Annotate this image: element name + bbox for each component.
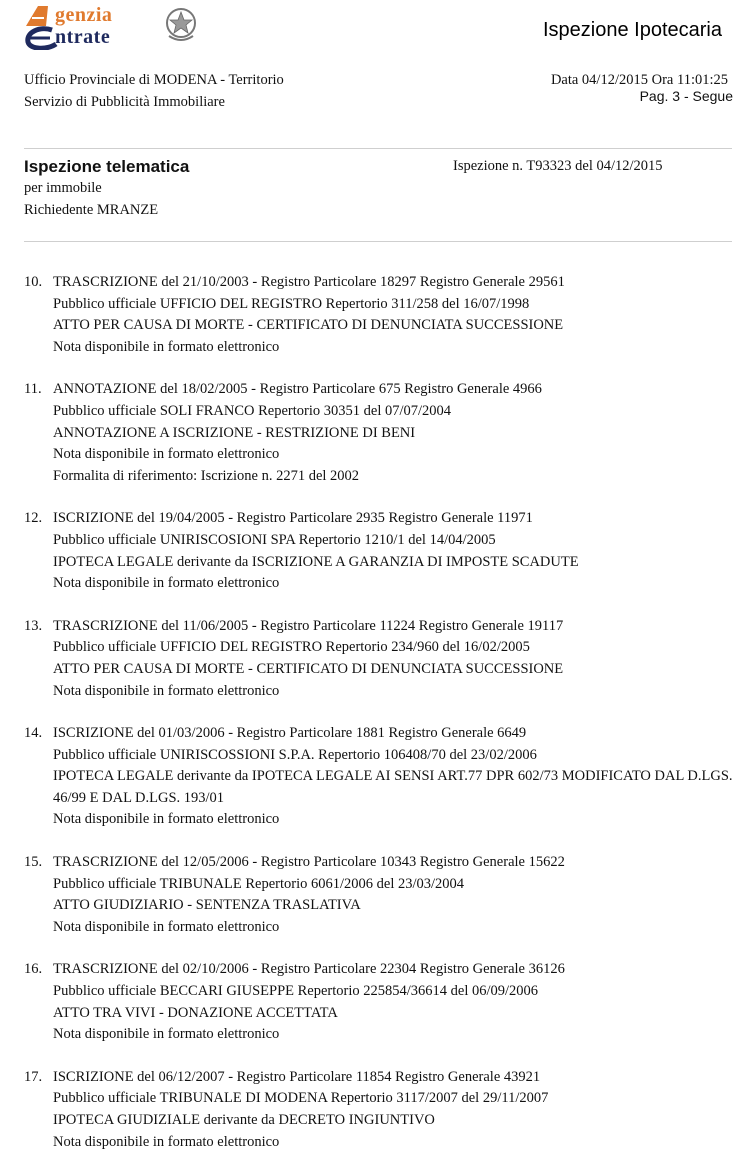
entry-number: 17. — [24, 1068, 43, 1085]
entry-line: Nota disponibile in formato elettronico — [53, 682, 280, 699]
entry-line: TRASCRIZIONE del 11/06/2005 - Registro Particolare 11224 Registro Generale 19117 — [53, 617, 564, 634]
entry-line: ATTO TRA VIVI - DONAZIONE ACCETTATA — [53, 1004, 338, 1021]
entry-number: 13. — [24, 617, 43, 634]
entry-line: Pubblico ufficiale BECCARI GIUSEPPE Repertorio 225854/36614 del 06/09/2006 — [53, 983, 539, 1000]
formality-entry — [24, 379, 736, 487]
formality-entry — [24, 1067, 736, 1153]
entry-line: Pubblico ufficiale UNIRISCOSIONI SPA Repertorio 1210/1 del 14/04/2005 — [53, 531, 496, 548]
entry-number: 10. — [24, 274, 43, 290]
entry-line: TRASCRIZIONE del 21/10/2003 - Registro Particolare 18297 Registro Generale 29561 — [53, 274, 565, 290]
logo-text-bottom: ntrate — [55, 26, 111, 48]
entry-line: Nota disponibile in formato elettronico — [53, 446, 280, 463]
republic-emblem-icon — [164, 6, 198, 44]
entry-line: Nota disponibile in formato elettronico — [53, 811, 280, 828]
formality-entry — [24, 272, 736, 358]
logo-text-top: genzia — [55, 4, 113, 26]
divider — [24, 241, 732, 242]
date-time: Data 04/12/2015 Ora 11:01:25 — [550, 72, 728, 88]
document-title: Ispezione Ipotecaria — [542, 19, 722, 41]
entry-line: Pubblico ufficiale TRIBUNALE Repertorio 6061/2006 del 23/03/2004 — [53, 875, 465, 892]
entry-line: Nota disponibile in formato elettronico — [53, 1133, 280, 1150]
inspection-type: per immobile — [24, 180, 102, 196]
entry-line: Nota disponibile in formato elettronico — [53, 338, 280, 355]
entry-line: ATTO PER CAUSA DI MORTE - CERTIFICATO DI DENUNCIATA SUCCESSIONE — [53, 660, 564, 677]
entry-number: 14. — [24, 725, 43, 742]
entry-line: ISCRIZIONE del 01/03/2006 - Registro Particolare 1881 Registro Generale 6649 — [53, 725, 527, 742]
entry-line: ISCRIZIONE del 06/12/2007 - Registro Particolare 11854 Registro Generale 43921 — [53, 1068, 541, 1085]
page-indicator: Pag. 3 - Segue — [639, 88, 733, 104]
entry-number: 11. — [24, 381, 42, 398]
inspection-title: Ispezione telematica — [24, 157, 190, 176]
entry-number: 12. — [24, 510, 43, 527]
inspection-requester: Richiedente MRANZE — [24, 202, 159, 218]
entry-line: Pubblico ufficiale TRIBUNALE DI MODENA Repertorio 3117/2007 del 29/11/2007 — [53, 1090, 549, 1107]
divider — [24, 148, 732, 149]
entry-line: TRASCRIZIONE del 12/05/2006 - Registro Particolare 10343 Registro Generale 15622 — [53, 854, 565, 871]
entry-line: Nota disponibile in formato elettronico — [53, 575, 280, 592]
formality-entry — [24, 959, 736, 1045]
office-name: Ufficio Provinciale di MODENA - Territorio — [24, 72, 284, 88]
entry-line: ANNOTAZIONE del 18/02/2005 - Registro Particolare 675 Registro Generale 4966 — [53, 381, 542, 398]
entry-number: 16. — [24, 961, 43, 978]
formality-entry — [24, 508, 736, 594]
entry-line: ATTO PER CAUSA DI MORTE - CERTIFICATO DI DENUNCIATA SUCCESSIONE — [53, 317, 564, 334]
entry-line: Pubblico ufficiale SOLI FRANCO Repertorio 30351 del 07/07/2004 — [53, 402, 452, 419]
agenzia-entrate-logo — [22, 4, 202, 50]
entry-line: Formalita di riferimento: Iscrizione n. 2271 del 2002 — [53, 467, 360, 484]
entry-line: IPOTECA LEGALE derivante da ISCRIZIONE A GARANZIA DI IMPOSTE SCADUTE — [53, 553, 579, 570]
entry-line: ANNOTAZIONE A ISCRIZIONE - RESTRIZIONE DI BENI — [53, 424, 416, 441]
entry-line: Pubblico ufficiale UNIRISCOSSIONI S.P.A. Repertorio 106408/70 del 23/02/2006 — [53, 746, 537, 763]
entry-line: 46/99 E DAL D.LGS. 193/01 — [53, 789, 225, 806]
entry-line: Pubblico ufficiale UFFICIO DEL REGISTRO Repertorio 234/960 del 16/02/2005 — [53, 639, 530, 656]
entry-line: ISCRIZIONE del 19/04/2005 - Registro Particolare 2935 Registro Generale 11971 — [53, 510, 533, 527]
entry-line: IPOTECA GIUDIZIALE derivante da DECRETO INGIUNTIVO — [53, 1112, 435, 1128]
inspection-number: Ispezione n. T93323 del 04/12/2015 — [453, 158, 663, 174]
entry-number: 15. — [24, 854, 43, 871]
entry-line: ATTO GIUDIZIARIO - SENTENZA TRASLATIVA — [53, 897, 361, 914]
formality-entry — [24, 616, 736, 702]
formality-entry — [24, 852, 736, 938]
entry-line: Nota disponibile in formato elettronico — [53, 1026, 280, 1043]
formality-list — [24, 272, 736, 1153]
entry-line: Pubblico ufficiale UFFICIO DEL REGISTRO Repertorio 311/258 del 16/07/1998 — [53, 295, 530, 312]
formality-entry — [24, 723, 736, 831]
entry-line: IPOTECA LEGALE derivante da IPOTECA LEGALE AI SENSI ART.77 DPR 602/73 MODIFICATO DAL D.LGS. — [53, 768, 733, 785]
entry-line: TRASCRIZIONE del 02/10/2006 - Registro Particolare 22304 Registro Generale 36126 — [53, 961, 565, 978]
office-service: Servizio di Pubblicità Immobiliare — [24, 94, 225, 110]
entry-line: Nota disponibile in formato elettronico — [53, 918, 280, 935]
